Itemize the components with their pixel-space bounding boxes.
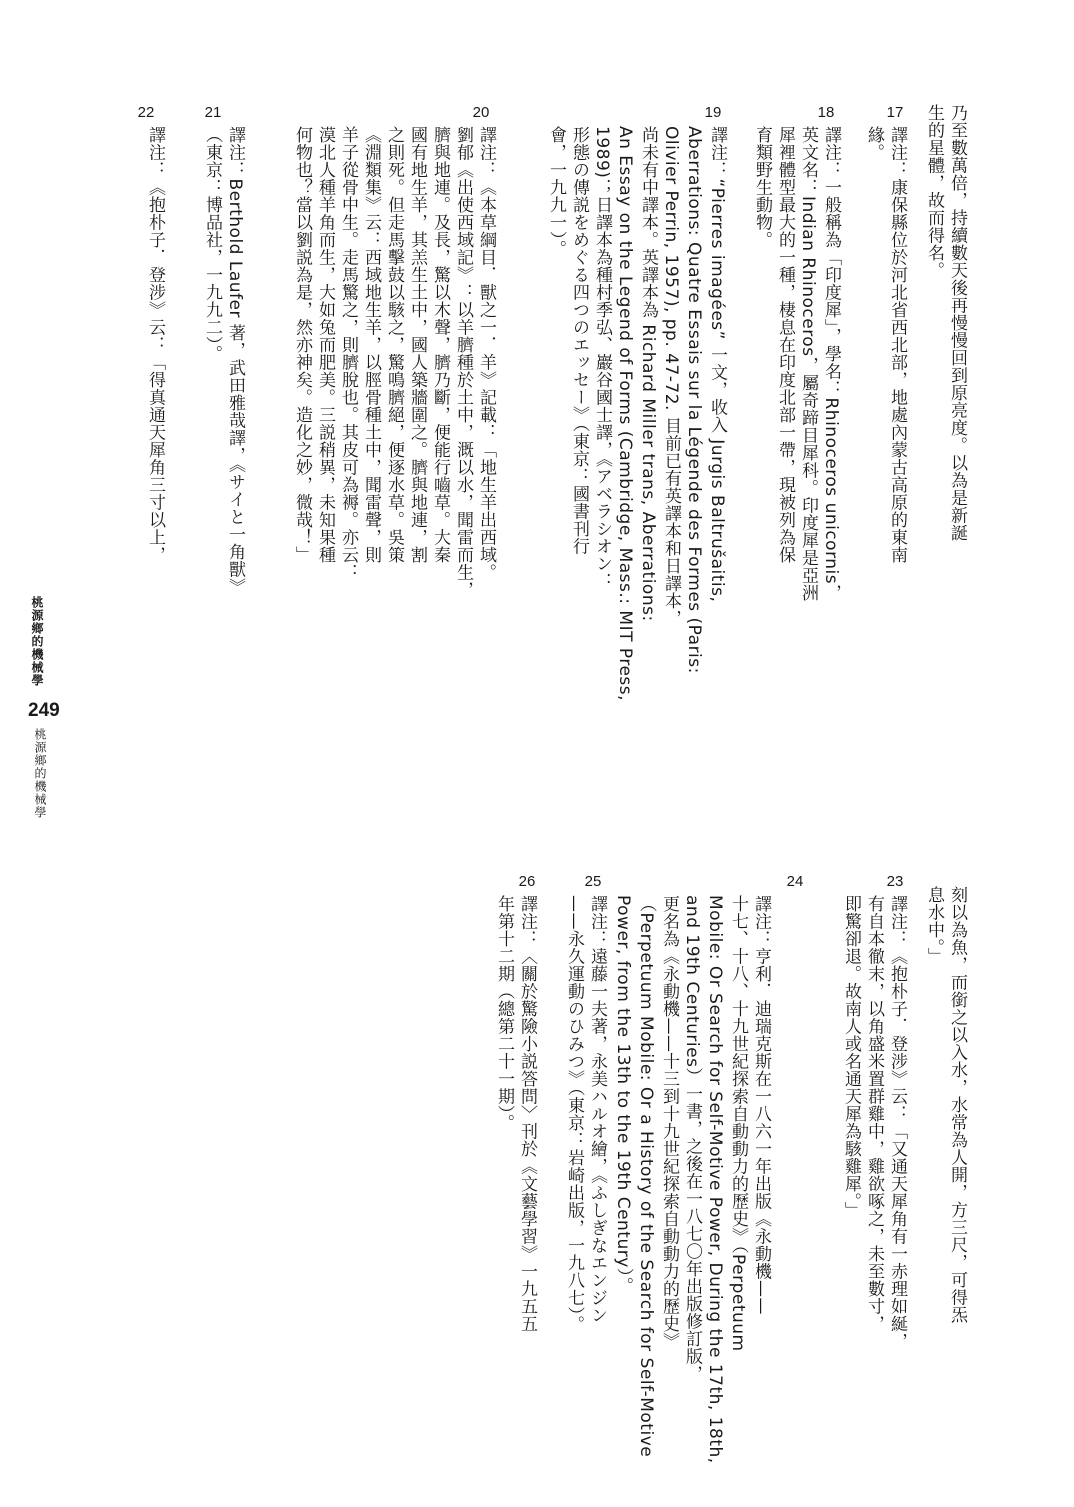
note-number: 23 <box>886 873 904 890</box>
note-text-line: 育類野生動物。 <box>752 126 772 249</box>
note-text-line: 臍與地連。及長，驚以木聲，臍乃斷，便能行嚙草。大秦 <box>430 126 450 564</box>
note-text-line: 1989)；日譯本為種村季弘、巖谷國士譯，《アベラシオン： <box>592 126 612 590</box>
note-text-line: 譯注：Berthold Laufer 著，武田雅哉譯，《サイと一角獸》 <box>225 126 245 596</box>
note-text-line: 譯注：《本草綱目．獸之一．羊》記載：「地生羊出西域。 <box>476 126 496 581</box>
note-text-line: 譯注：“Pierres imagées” 一文，收入 Jurgis Baltrušaitis, <box>707 126 727 603</box>
note-number: 21 <box>204 104 222 121</box>
note-text-line: 《淵類集》云：西域地生羊，以脛骨種土中，聞雷聲，則 <box>361 126 381 564</box>
note-text-line: （東京：博品社，一九九二）。 <box>202 126 222 363</box>
running-title: 桃源鄉的機械學 <box>30 596 44 687</box>
note-text-line: 會，一九九一）。 <box>546 126 566 258</box>
note-text-line: 生的星體，故而得名。 <box>924 104 944 279</box>
note-text-line: Power, from the 13th to the 19th Century）。 <box>613 895 633 1295</box>
note-text-line: 劉郁《出使西域記》：以羊臍種於土中，溉以水，聞雷而生， <box>453 126 473 599</box>
note-text-line: 刻以為魚，而銜之以入水，水常為人開，方三尺，可得炁 <box>947 886 967 1324</box>
note-number: 19 <box>704 104 722 121</box>
note-text-line: 譯注：〈關於驚險小説答問〉刊於《文藝學習》一九五五 <box>517 895 537 1333</box>
note-text-line: 英文名：Indian Rhinoceros，屬奇蹄目犀科。印度犀是亞洲 <box>798 126 818 602</box>
note-text-line: 羊子從骨中生。走馬驚之，則臍脫也。其皮可為褥。亦云： <box>338 126 358 581</box>
note-text-line: 年第十二期（總第二十一期）。 <box>494 895 514 1132</box>
note-text-line: 十七、十八、十九世紀探索自動動力的歷史》（Perpetuum <box>728 895 748 1352</box>
note-text-line: 譯注：《抱朴子．登涉》云：「得真通天犀角三寸以上， <box>145 126 165 564</box>
note-text-line: （Perpetuum Mobile: Or a History of the Search for Self-Motive <box>636 895 656 1458</box>
note-text-line: 譯注：遠藤一夫著，永美ハルオ繪，《ふしぎなエンジン <box>587 895 607 1324</box>
note-text-line: ——永久運動のひみつ》（東京：岩崎出版，一九八七）。 <box>564 895 584 1333</box>
note-text-line: 乃至數萬倍，持續數天後再慢慢回到原亮度。以為是新誕 <box>947 104 967 542</box>
note-text-line: Mobile: Or Search for Self-Motive Power, During the 17th, 18th, <box>705 895 725 1464</box>
note-text-line: 有自本徹末，以角盛米置群雞中，雞欲啄之，未至數寸， <box>864 895 884 1333</box>
running-title-small: 桃源鄉的機械學 <box>33 728 47 819</box>
note-text-line: 更名為《永動機——十三到十九世紀探索自動動力的歷史》 <box>659 895 679 1350</box>
note-text-line: 息水中。」 <box>924 886 944 965</box>
note-text-line: 緣。 <box>864 126 884 161</box>
note-text-line: 譯注：康保縣位於河北省西北部，地處內蒙古高原的東南 <box>887 126 907 564</box>
page-number: 249 <box>28 700 60 721</box>
note-text-line: 之則死。但走馬擊鼓以駭之，驚鳴臍絕，便逐水草。吳策 <box>384 126 404 564</box>
note-text-line: 國有地生羊，其羔生土中，國人築牆圍之。臍與地連，割 <box>407 126 427 564</box>
note-text-line: Aberrations: Quatre Essais sur la Légende des Formes (Paris: <box>684 126 704 674</box>
note-text-line: and 19th Centuries）一書，之後在一八七〇年出版修訂版， <box>682 895 702 1383</box>
note-text-line: Olivier Perrin, 1957), pp. 47-72. 目前已有英譯本和日譯本， <box>661 126 681 627</box>
note-number: 25 <box>584 873 602 890</box>
note-text-line: 譯注：《抱朴子．登涉》云：「又通天犀角有一赤理如綖， <box>887 895 907 1350</box>
note-text-line: 譯注：亨利．迪瑞克斯在一八六一年出版《永動機—— <box>751 895 771 1315</box>
note-number: 20 <box>472 104 490 121</box>
note-text-line: An Essay on the Legend of Forms (Cambridge, Mass.: MIT Press, <box>615 126 635 702</box>
note-text-line: 尚未有中譯本。英譯本為 Richard Miller trans, Aberrations: <box>638 126 658 622</box>
note-text-line: 何物也？當以劉説為是，然亦神矣。造化之妙，微哉！」 <box>292 126 312 564</box>
note-number: 24 <box>786 873 804 890</box>
note-number: 17 <box>886 104 904 121</box>
note-text-line: 即驚卻退。故南人或名通天犀為駭雞犀。」 <box>841 895 861 1219</box>
note-number: 26 <box>518 873 536 890</box>
note-text-line: 譯注：一般稱為「印度犀」，學名：Rhinoceros unicornis， <box>821 126 841 602</box>
note-text-line: 漠北人種羊角而生，大如兔而肥美。三説稍異，未知果種 <box>315 126 335 564</box>
note-text-line: 犀裡體型最大的一種，棲息在印度北部一帶，現被列為保 <box>775 126 795 564</box>
note-text-line: 形態の傳説をめぐる四つのエッセー》（東京：國書刊行 <box>569 126 589 555</box>
note-number: 18 <box>817 104 835 121</box>
note-number: 22 <box>137 104 155 121</box>
